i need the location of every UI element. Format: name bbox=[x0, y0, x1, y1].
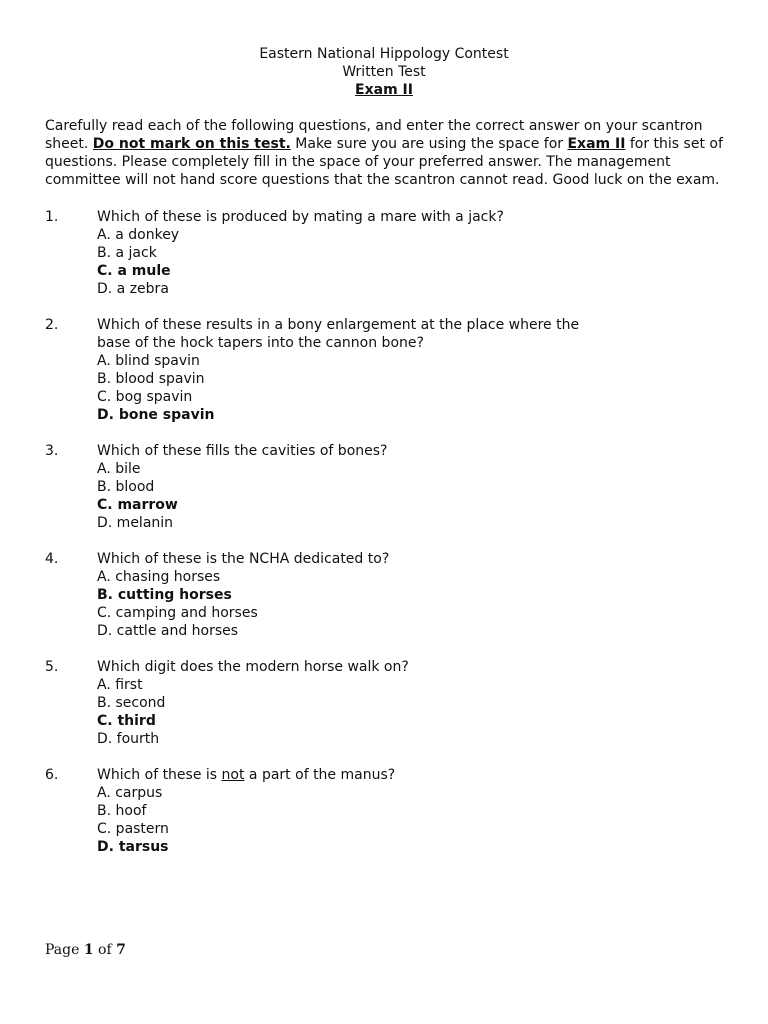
answer-option: D. cattle and horses bbox=[97, 623, 239, 639]
page-total: 7 bbox=[116, 942, 126, 958]
answer-option: A. chasing horses bbox=[97, 569, 221, 585]
question-number: 3. bbox=[45, 443, 59, 459]
question-number: 4. bbox=[45, 551, 59, 567]
question-text-after: a part of the manus? bbox=[244, 767, 396, 783]
answer-option-correct: C. third bbox=[97, 713, 156, 729]
test-subtitle: Written Test bbox=[342, 64, 426, 80]
question-text: Which of these results in a bony enlargement at the place where the bbox=[97, 317, 580, 333]
question-text-underlined: not bbox=[221, 767, 245, 783]
question-number: 1. bbox=[45, 209, 59, 225]
answer-option: A. bile bbox=[97, 461, 141, 477]
answer-option: A. a donkey bbox=[97, 227, 180, 243]
question-text: Which of these is produced by mating a mare with a jack? bbox=[97, 209, 504, 225]
page-number: 1 bbox=[83, 942, 94, 958]
answer-option-correct: C. a mule bbox=[97, 263, 171, 279]
page-of-label: of bbox=[93, 942, 117, 958]
answer-option-correct: C. marrow bbox=[97, 497, 178, 513]
question-6 bbox=[45, 766, 725, 856]
exam-title: Exam II bbox=[355, 82, 413, 98]
question-3 bbox=[45, 442, 725, 532]
question-1 bbox=[45, 208, 725, 298]
question-number: 2. bbox=[45, 317, 59, 333]
answer-option: A. carpus bbox=[97, 785, 163, 801]
answer-option: C. bog spavin bbox=[97, 389, 193, 405]
instructions-text-1: Carefully read each of the following questions, and enter the correct answer on your scantron sheet. bbox=[45, 118, 703, 152]
answer-option: B. blood spavin bbox=[97, 371, 205, 387]
question-4 bbox=[45, 550, 725, 640]
instructions-paragraph bbox=[45, 117, 725, 189]
question-number: 6. bbox=[45, 767, 59, 783]
question-2 bbox=[45, 316, 725, 424]
document-header bbox=[0, 45, 768, 99]
answer-option-correct: D. bone spavin bbox=[97, 407, 215, 423]
do-not-mark-warning: Do not mark on this test. bbox=[92, 136, 291, 152]
question-text: Which digit does the modern horse walk on? bbox=[97, 659, 409, 675]
question-text: Which of these fills the cavities of bones? bbox=[97, 443, 388, 459]
answer-option: A. blind spavin bbox=[97, 353, 200, 369]
page-label: Page bbox=[45, 942, 84, 958]
answer-option: B. blood bbox=[97, 479, 155, 495]
exam-id-emphasis: Exam II bbox=[567, 136, 626, 152]
contest-title: Eastern National Hippology Contest bbox=[259, 46, 509, 62]
answer-option: B. second bbox=[97, 695, 166, 711]
answer-option: A. first bbox=[97, 677, 143, 693]
question-text-before: Which of these is bbox=[97, 767, 222, 783]
question-text-cont: base of the hock tapers into the cannon bone? bbox=[97, 335, 424, 351]
answer-option-correct: B. cutting horses bbox=[97, 587, 232, 603]
answer-option: B. a jack bbox=[97, 245, 157, 261]
answer-option: D. melanin bbox=[97, 515, 174, 531]
answer-option: B. hoof bbox=[97, 803, 147, 819]
answer-option: D. a zebra bbox=[97, 281, 169, 297]
question-text bbox=[97, 766, 725, 784]
question-text: Which of these is the NCHA dedicated to? bbox=[97, 551, 390, 567]
instructions-text-3: for this set of questions. Please completely fill in the space of your preferred answer. The management committee will not hand score questions that the scantron cannot read. Good luck on the exam. bbox=[45, 136, 723, 188]
answer-option: C. pastern bbox=[97, 821, 169, 837]
instructions-text-2: Make sure you are using the space for bbox=[290, 136, 568, 152]
answer-option: C. camping and horses bbox=[97, 605, 258, 621]
question-5 bbox=[45, 658, 725, 748]
answer-option: D. fourth bbox=[97, 731, 160, 747]
question-number: 5. bbox=[45, 659, 59, 675]
page-footer bbox=[45, 942, 126, 958]
answer-option-correct: D. tarsus bbox=[97, 839, 169, 855]
